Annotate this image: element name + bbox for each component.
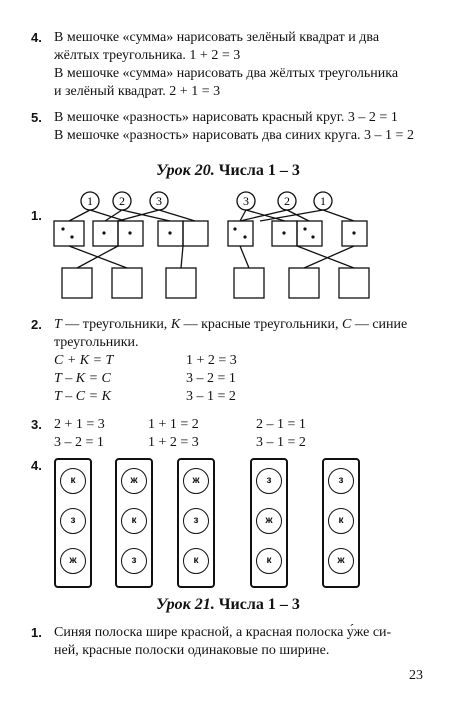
task4-number: 4. (31, 30, 42, 45)
lesson21-title-italic: Урок 21. (156, 596, 215, 613)
task4-line4: и зелёный квадрат. 2 + 1 = 3 (54, 84, 221, 99)
traffic-light-5-signal-3: ж (328, 548, 354, 574)
ex3-c3-r2: 3 – 1 = 2 (256, 435, 306, 450)
ex3-c2-r1: 1 + 1 = 2 (148, 417, 199, 432)
ex2-line1-b: — красные треугольники, (183, 317, 339, 332)
circle-right-label-3: 1 (320, 194, 326, 208)
box-right-1 (228, 221, 253, 246)
lesson21-title (0, 596, 456, 614)
ex2-line2: треугольники. (54, 335, 139, 350)
ex3-c2-r2: 1 + 2 = 3 (148, 435, 199, 450)
task4-line2: жёлтых треугольника. 1 + 2 = 3 (54, 48, 241, 63)
traffic-light-5 (322, 458, 360, 588)
task5-line1: В мешочке «разность» нарисовать красный круг. 3 – 2 = 1 (54, 110, 398, 125)
ex2-formula-3: Т – С = К (54, 389, 111, 404)
box-left-3b (183, 221, 208, 246)
ex2-equation-3: 3 – 1 = 2 (186, 389, 236, 404)
lesson20-title-italic: Урок 20. (156, 162, 215, 179)
ex2-number: 2. (31, 317, 42, 332)
circle-right-label-2: 2 (284, 194, 290, 208)
lower-box-3 (166, 268, 196, 298)
ex4-number: 4. (31, 458, 42, 473)
circle-left-label-3: 3 (156, 194, 162, 208)
traffic-light-5-signal-2: к (328, 508, 354, 534)
var-k: К (170, 317, 181, 332)
ex21-1-line1: Синяя полоска шире красной, а красная полоска у́же си- (54, 625, 392, 640)
ex2-formula-1: С + К = Т (54, 353, 114, 368)
lesson21-title-rest: Числа 1 – 3 (218, 596, 300, 613)
box-left-1 (54, 221, 84, 246)
traffic-light-5-signal-1: з (328, 468, 354, 494)
traffic-light-1-signal-2: з (60, 508, 86, 534)
ex2-formula-2: Т – К = С (54, 371, 111, 386)
traffic-light-3-signal-1: ж (183, 468, 209, 494)
traffic-light-3-signal-2: з (183, 508, 209, 534)
traffic-light-2-signal-3: з (121, 548, 147, 574)
circle-left-label-2: 2 (119, 194, 125, 208)
circle-left-label-1: 1 (87, 194, 93, 208)
traffic-light-3-signal-3: к (183, 548, 209, 574)
traffic-light-4 (250, 458, 288, 588)
traffic-light-1-signal-3: ж (60, 548, 86, 574)
lower-box-4 (234, 268, 264, 298)
ex2-line1-c: — синие (354, 317, 408, 332)
ex2-equation-1: 1 + 2 = 3 (186, 353, 237, 368)
task4-line3: В мешочке «сумма» нарисовать два жёлтых треугольника (54, 66, 399, 81)
lower-box-2 (112, 268, 142, 298)
ex3-c3-r1: 2 – 1 = 1 (256, 417, 306, 432)
ex21-1-line2: ней, красные полоски одинаковые по ширине. (54, 643, 330, 658)
ex2-line1-a: — треугольники, (65, 317, 168, 332)
lower-box-6 (339, 268, 369, 298)
traffic-light-2-signal-2: к (121, 508, 147, 534)
traffic-light-2 (115, 458, 153, 588)
traffic-light-3 (177, 458, 215, 588)
task5-line2: В мешочке «разность» нарисовать два синих круга. 3 – 1 = 2 (54, 128, 414, 143)
ex3-c1-r1: 2 + 1 = 3 (54, 417, 105, 432)
lower-box-5 (289, 268, 319, 298)
ex2-equation-2: 3 – 2 = 1 (186, 371, 236, 386)
traffic-light-4-signal-3: к (256, 548, 282, 574)
var-t: Т (54, 317, 62, 332)
traffic-light-1 (54, 458, 92, 588)
page-number: 23 (409, 668, 423, 683)
task4-line1: В мешочке «сумма» нарисовать зелёный квадрат и два (54, 30, 380, 45)
lesson20-title-rest: Числа 1 – 3 (218, 162, 300, 179)
lower-box-1 (62, 268, 92, 298)
ex21-1-number: 1. (31, 625, 42, 640)
var-c: С (341, 317, 352, 332)
ex2-line1 (54, 316, 407, 334)
traffic-light-1-signal-1: к (60, 468, 86, 494)
ex1-diagram (0, 0, 456, 320)
traffic-light-2-signal-1: ж (121, 468, 147, 494)
box-right-2b (297, 221, 322, 246)
task5-number: 5. (31, 110, 42, 125)
ex3-c1-r2: 3 – 2 = 1 (54, 435, 104, 450)
ex3-number: 3. (31, 417, 42, 432)
traffic-light-4-signal-2: ж (256, 508, 282, 534)
ex1-number: 1. (31, 208, 42, 223)
circle-right-label-1: 3 (243, 194, 249, 208)
traffic-light-4-signal-1: з (256, 468, 282, 494)
